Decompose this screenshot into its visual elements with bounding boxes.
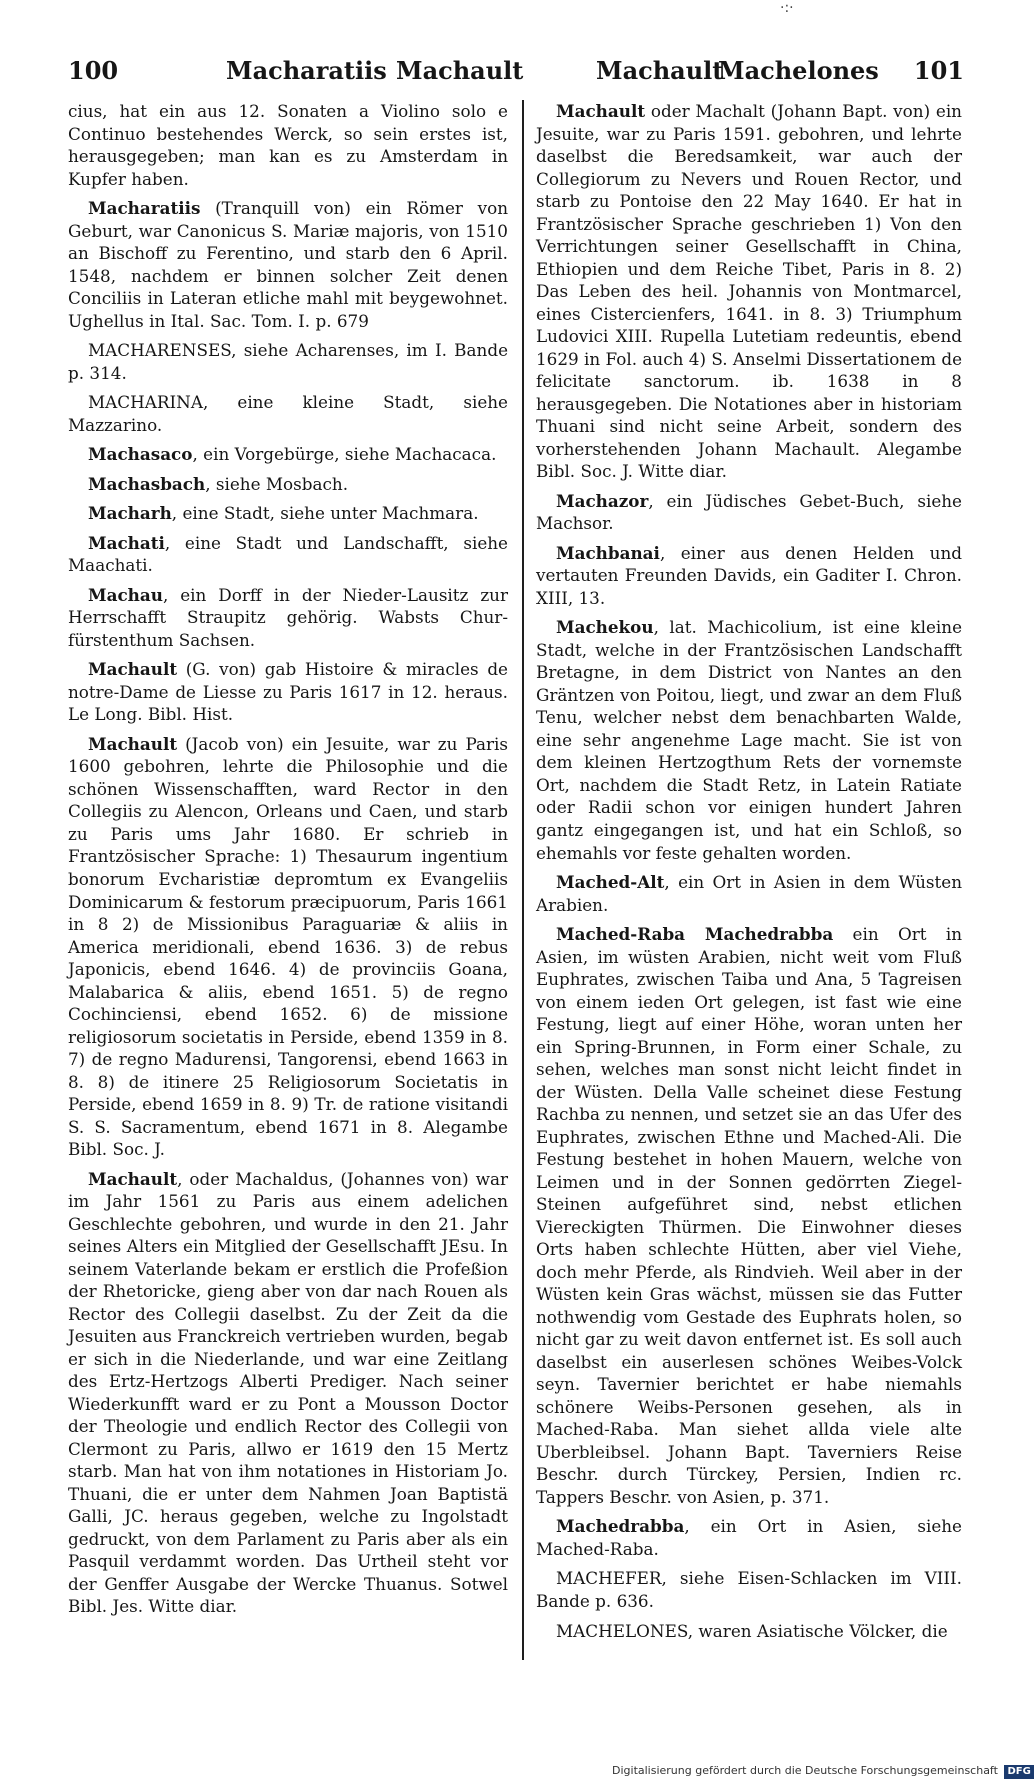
entry-text: , einer aus denen Helden und vertauten Freunden Davids, ein Gaditer I. Chron. XIII, 13. [536, 542, 962, 608]
dictionary-entry [68, 100, 508, 190]
entry-text: (G. von) gab Histoire & miracles de notre-Dame de Liesse zu Paris 1617 in 12. heraus. Le Long. Bibl. Hist. [68, 659, 508, 725]
dictionary-entry [68, 443, 508, 466]
column-divider [522, 100, 524, 1660]
entry-headword: Macharh [88, 503, 172, 524]
entry-text: , eine Stadt und Landschafft, siehe Maachati. [68, 532, 508, 576]
running-head-left-last: Machault [396, 56, 524, 85]
running-head-right-last: Machelones [718, 56, 879, 85]
dictionary-entry [68, 532, 508, 577]
page-number-right: 101 [913, 56, 964, 85]
dictionary-entry [68, 339, 508, 384]
entry-headword: Machault [88, 659, 178, 680]
running-head-right-first: Machault [596, 56, 724, 85]
entry-text: MACHEFER, siehe Eisen-Schlacken im VIII. Bande p. 636. [536, 1568, 962, 1611]
entry-headword: Machbanai [556, 542, 660, 563]
dfg-logo: DFG [1004, 1765, 1033, 1779]
dictionary-entry [536, 542, 962, 610]
dictionary-entry [536, 100, 962, 483]
dictionary-entry [68, 1168, 508, 1618]
entry-headword: Machati [88, 532, 165, 553]
entry-text: , siehe Mosbach. [205, 473, 349, 494]
entry-text: ein Ort in Asien, im wüsten Arabien, nicht weit vom Fluß Euphrates, zwischen Taiba und Ana, 5 Tagreisen von einem ieden Ort gelegen, ist fast wie eine Festung, liegt auf einer Höhe, woran unten her ein Spring-Brunnen, in Form einer Schale, zu sehen, welches man sonst nicht leicht findet in der Wüsten. Della Valle scheinet diese Festung Rachba zu nennen, und setzet sie an das Ufer des Euphrates, zwischen Ethne und Mached-Ali. Die Festung bestehet in hohen Mauern, welche von Leimen und in der Sonnen gedörrten Ziegel-Steinen aufgeführet sind, nebst etlichen Viereckigten Thürmen. Die Einwohner dieses Orts haben schlechte Hütten, aber viel Viehe, doch mehr Pferde, als Rindvieh. Weil aber in der Wüsten kein Gras wächst, müssen sie das Futter nothwendig vom Gestade des Euphrats holen, so nicht gar zu weit davon entfernet ist. Es soll auch daselbst ein auserlesen schönes Weibes-Volck seyn. Tavernier berichtet er habe niemahls schönere Weibs-Personen gesehen, als in Mached-Raba. Man siehet allda viele alte Uberbleibsel. Johann Bapt. Taverniers Reise Beschr. durch Türckey, Persien, Indien rc. Tappers Beschr. von Asien, p. 371. [536, 924, 963, 1507]
digitization-credit [612, 1764, 1031, 1784]
entry-text: MACHARENSES, siehe Acharenses, im I. Bande p. 314. [68, 340, 508, 383]
entry-headword: Machault [88, 1168, 178, 1189]
dictionary-entry [536, 616, 962, 864]
right-column [536, 100, 962, 1642]
entry-text: , ein Ort in Asien in dem Wüsten Arabien. [536, 872, 962, 915]
dictionary-entry [68, 584, 508, 652]
dictionary-entry [68, 391, 508, 436]
dictionary-entry [536, 1567, 962, 1612]
dictionary-entry [536, 871, 962, 916]
dictionary-entry [68, 502, 508, 525]
entry-text: , lat. Machicolium, ist eine kleine Stadt, welche in der Frantzösischen Landschafft Bretagne, in dem District von Nantes an den Gräntzen von Poitou, liegt, und zwar an dem Fluß Tenu, welcher nebst dem benachbarten Walde, eine sehr angenehme Lage macht. Sie ist von dem kleinen Hertzogthum Rets der vornemste Ort, nachdem die Stadt Retz, in Latein Ratiate oder Radii schon vor einigen hundert Jahren gantz eingegangen ist, und hat ein Schloß, so ehemahls vor feste gehalten worden. [536, 617, 962, 863]
entry-text: cius, hat ein aus 12. Sonaten a Violino solo e Continuo bestehendes Werck, so sein erstes ist, herausgegeben; man kan es zu Amsterdam in Kupfer haben. [68, 101, 508, 189]
running-head-left-first: Macharatiis [226, 56, 387, 85]
entry-headword: Machazor [556, 490, 649, 511]
entry-headword: Machekou [556, 617, 654, 638]
entry-text: oder Machalt (Johann Bapt. von) ein Jesuite, war zu Paris 1591. gebohren, und lehrte daselbst die Beredsamkeit, war auch der Collegiorum zu Nevers und Rouen Rector, und starb zu Pontoise den 22 May 1640. Er hat in Frantzösischer Sprache geschrieben 1) Von den Verrichtungen seiner Gesellschafft in China, Ethiopien und dem Reiche Tibet, Paris in 8. 2) Das Leben des heil. Johannis von Montmarcel, eines Cistercienfers, 1641. in 8. 3) Triumphum Ludovici XIII. Rupella Lutetiam redeuntis, ebend 1629 in Fol. auch 4) S. Anselmi Dissertationem de felicitate sanctorum. ib. 1638 in 8 herausgegeben. Die Notationes aber in historiam Thuani sind nicht seine Arbeit, sondern des vorherstehenden Johann Machault. Alegambe Bibl. Soc. J. Witte diar. [536, 101, 962, 482]
dictionary-entry [68, 658, 508, 726]
dictionary-entry [68, 197, 508, 332]
entry-text: , ein Vorgebürge, siehe Machacaca. [192, 444, 497, 465]
entry-text: (Tranquill von) ein Römer von Geburt, war Canonicus S. Mariæ majoris, von 1510 an Bischoff zu Ferentino, und starb den 6 April. 1548, nachdem er binnen solcher Zeit denen Conciliis in Lateran etliche mahl mit beygewohnet. Ughellus in Ital. Sac. Tom. I. p. 679 [68, 198, 508, 331]
left-column [68, 100, 508, 1618]
entry-headword: Machault [88, 733, 178, 754]
entry-text: (Jacob von) ein Jesuite, war zu Paris 1600 gebohren, lehrte die Philosophie und die schönen Wissenschafften, ward Rector in den Collegiis zu Alencon, Orleans und Caen, und starb zu Paris ums Jahr 1680. Er schrieb in Frantzösischer Sprache: 1) Thesaurum ingentium bonorum Evcharistiæ depromtum ex Evangeliis Dominicarum & festorum præcipuorum, Paris 1661 in 8 2) de Missionibus Paraguariæ & aliis in America meridionali, ebend 1636. 3) de rebus Japonicis, ebend 1646. 4) de provinciis Goana, Malabarica & aliis, ebend 1651. 5) de regno Cochinciensi, ebend 1652. 6) de missione religiosorum societatis in Perside, ebend 1359 in 8. 7) de regno Madurensi, Tangorensi, ebend 1663 in 8. 8) de itinere 25 Religiosorum Societatis in Perside, ebend 1659 in 8. 9) Tr. de ratione visitandi S. S. Sacramentum, ebend 1671 in 8. Alegambe Bibl. Soc. J. [68, 733, 508, 1160]
top-ornament: ·:· [780, 0, 794, 16]
dictionary-entry [536, 1515, 962, 1560]
entry-text: , ein Ort in Asien, siehe Mached-Raba. [536, 1516, 962, 1559]
dictionary-entry [536, 490, 962, 535]
entry-text: , eine Stadt, siehe unter Machmara. [171, 503, 479, 524]
credit-text: Digitalisierung gefördert durch die Deutsche Forschungsgemeinschaft [612, 1764, 998, 1777]
entry-headword: Machedrabba [556, 1516, 685, 1537]
dictionary-entry [536, 923, 962, 1508]
entry-headword: Machasaco [88, 444, 193, 465]
entry-headword: Machasbach [88, 473, 206, 494]
dictionary-entry [68, 473, 508, 496]
page-header [68, 56, 964, 96]
entry-headword: Mached-Raba Machedrabba [556, 924, 834, 945]
dictionary-entry [68, 733, 508, 1161]
page-number-left: 100 [68, 56, 119, 85]
entry-text: MACHELONES, waren Asiatische Völcker, die [556, 1620, 948, 1641]
entry-text: MACHARINA, eine kleine Stadt, siehe Mazzarino. [68, 392, 508, 435]
entry-text: , ein Jüdisches Gebet-Buch, siehe Machsor. [536, 490, 962, 534]
entry-headword: Machau [88, 584, 163, 605]
entry-text: , oder Machaldus, (Johannes von) war im Jahr 1561 zu Paris aus einem adelichen Geschlechte gebohren, und wurde in den 21. Jahr seines Alters ein Mitglied der Gesellschafft JEsu. In seinem Vaterlande bekam er erstlich die Profeßion der Rhetoricke, gieng aber von dar nach Rouen als Rector des Collegii daselbst. Zu der Zeit da die Jesuiten aus Franckreich vertrieben wurden, begab er sich in die Niederlande, und war eine Zeitlang des Ertz-Hertzogs Alberti Prediger. Nach seiner Wiederkunfft ward er zu Pont a Mousson Doctor der Theologie und endlich Rector des Collegii von Clermont zu Paris, allwo er 1619 den 15 Mertz starb. Man hat von ihm notationes in Historiam Jo. Thuani, die er unter dem Nahmen Joan Baptistä Galli, JC. heraus gegeben, welche zu Ingolstadt gedruckt, von dem Parlament zu Paris aber als ein Pasquil verdammt worden. Das Urtheil steht vor der Genffer Ausgabe der Wercke Thuanus. Sotwel Bibl. Jes. Witte diar. [68, 1168, 508, 1617]
entry-headword: Macharatiis [88, 198, 201, 219]
entry-headword: Mached-Alt [556, 872, 665, 893]
dictionary-entry [536, 1620, 962, 1643]
entry-text: , ein Dorff in der Nieder-Lausitz zur Herrschafft Straupitz gehörig. Wabsts Chur-fürstenthum Sachsen. [68, 584, 508, 650]
entry-headword: Machault [556, 101, 646, 121]
